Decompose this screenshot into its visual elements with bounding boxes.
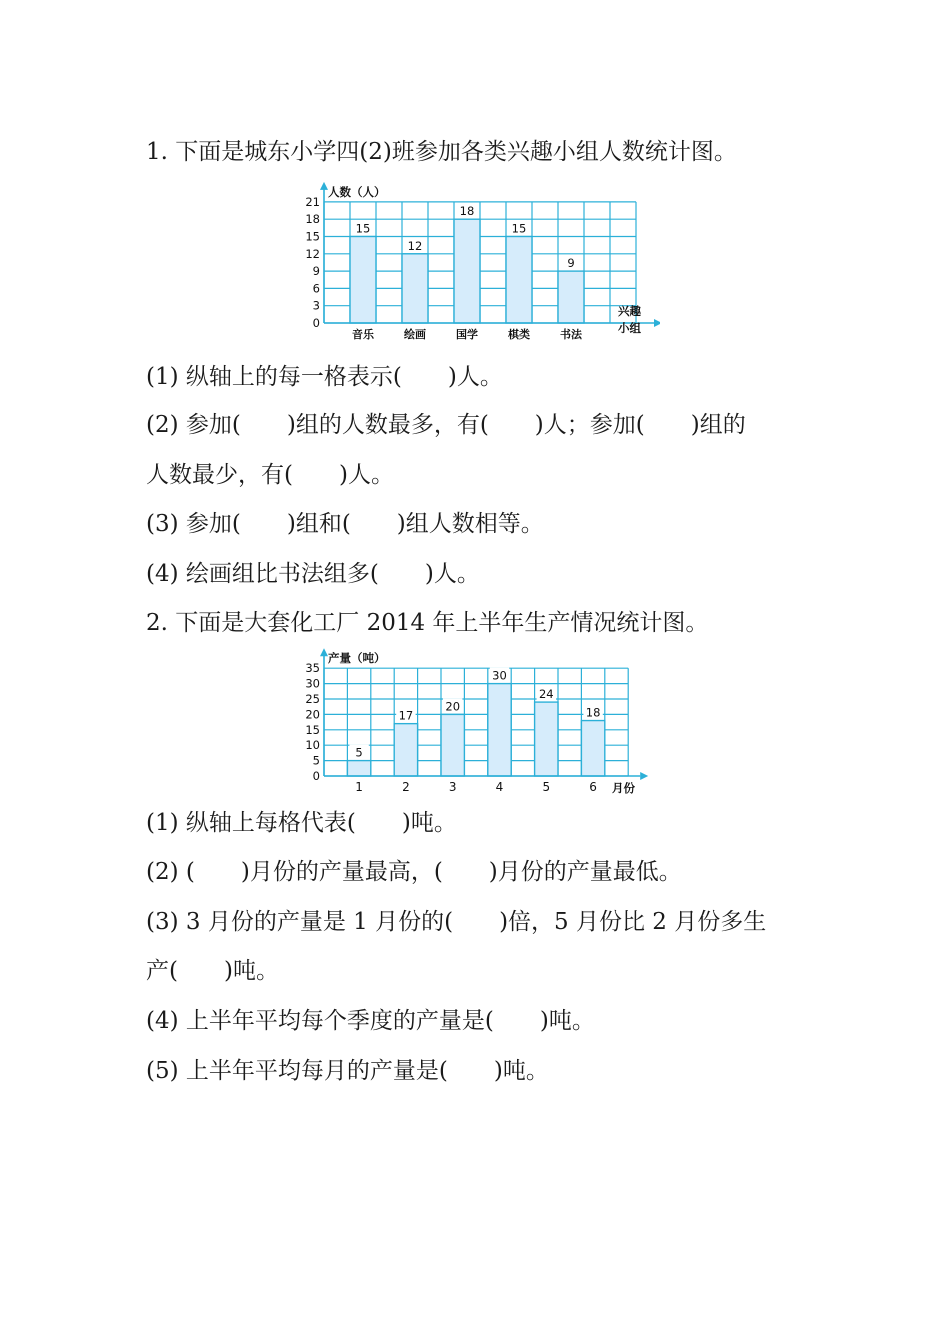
y-tick-label: 18 [305,212,320,227]
category-label: 6 [589,780,597,794]
y-tick-label: 5 [312,753,320,768]
y-tick-label: 9 [312,264,320,279]
y-tick-label: 15 [305,722,320,737]
y-axis-arrow [320,648,328,656]
data-label: 17 [398,708,414,723]
y-axis-arrow [320,182,328,190]
data-label: 18 [585,705,601,720]
bar [454,219,480,323]
data-label: 9 [567,256,575,271]
y-tick-label: 15 [305,229,320,244]
data-label: 24 [538,687,554,702]
bar [581,721,604,776]
category-label: 书法 [560,328,582,341]
y-axis-title: 产量（吨） [328,651,386,666]
y-tick-label: 30 [305,676,320,691]
data-label: 18 [459,204,475,219]
q2-title: 2. 下面是大套化工厂 2014 年上半年生产情况统计图。 [146,610,709,636]
data-label: 15 [355,221,371,236]
y-tick-label: 3 [312,298,320,313]
category-label: 国学 [456,328,478,341]
chart-interest-groups-svg [290,168,660,346]
chart-monthly-production-svg [290,640,660,800]
category-label: 棋类 [508,328,530,341]
y-tick-label: 12 [305,246,320,261]
x-axis-title: 兴趣 [618,304,641,318]
q2-item-4: (4) 上半年平均每个季度的产量是( )吨。 [146,1008,595,1034]
chart-monthly-production [290,640,660,804]
q2-item-2: (2) ( )月份的产量最高，( )月份的产量最低。 [146,859,682,885]
y-tick-label: 35 [305,661,320,676]
bar [347,761,370,776]
x-axis-arrow [640,772,648,780]
bar [506,237,532,324]
x-axis-title: 小组 [618,321,641,335]
category-label: 5 [542,780,551,794]
category-label: 1 [355,780,363,794]
category-label: 3 [448,780,457,794]
q1-item-3: (3) 参加( )组和( )组人数相等。 [146,511,544,537]
y-tick-label: 20 [305,707,320,722]
data-label: 30 [492,668,507,683]
y-tick-label: 25 [305,692,320,706]
q2-item-3-cont: 产( )吨。 [146,958,279,984]
bar [402,254,428,323]
y-tick-label: 10 [305,738,320,753]
q2-item-5: (5) 上半年平均每月的产量是( )吨。 [146,1058,549,1084]
bar [350,237,376,324]
chart-interest-groups [290,168,660,350]
y-axis-title: 人数（人） [328,184,386,199]
q1-item-2-cont: 人数最少，有( )人。 [146,462,394,488]
x-axis-title: 月份 [612,781,635,795]
x-axis-arrow [654,319,660,327]
data-label: 20 [445,699,461,714]
y-tick-label: 21 [305,194,320,209]
category-label: 音乐 [352,328,374,341]
q1-item-2: (2) 参加( )组的人数最多，有( )人；参加( )组的 [146,412,746,438]
y-tick-label: 6 [312,281,320,296]
category-label: 2 [402,780,410,794]
q1-title: 1. 下面是城东小学四(2)班参加各类兴趣小组人数统计图。 [146,139,737,165]
category-label: 绘画 [404,328,426,341]
q1-item-4: (4) 绘画组比书法组多( )人。 [146,561,480,587]
category-label: 4 [495,780,504,794]
q1-item-1: (1) 纵轴上的每一格表示( )人。 [146,364,503,390]
bar [441,714,464,776]
y-tick-label: 0 [312,316,320,330]
q2-item-3: (3) 3 月份的产量是 1 月份的( )倍，5 月份比 2 月份多生 [146,909,767,935]
data-label: 15 [511,221,527,236]
data-label: 5 [355,745,363,760]
bar [558,271,584,323]
bar [488,684,511,776]
bar [535,702,558,776]
y-tick-label: 0 [312,769,320,783]
data-label: 12 [407,238,423,253]
bar [394,724,417,776]
q2-item-1: (1) 纵轴上每格代表( )吨。 [146,810,457,836]
